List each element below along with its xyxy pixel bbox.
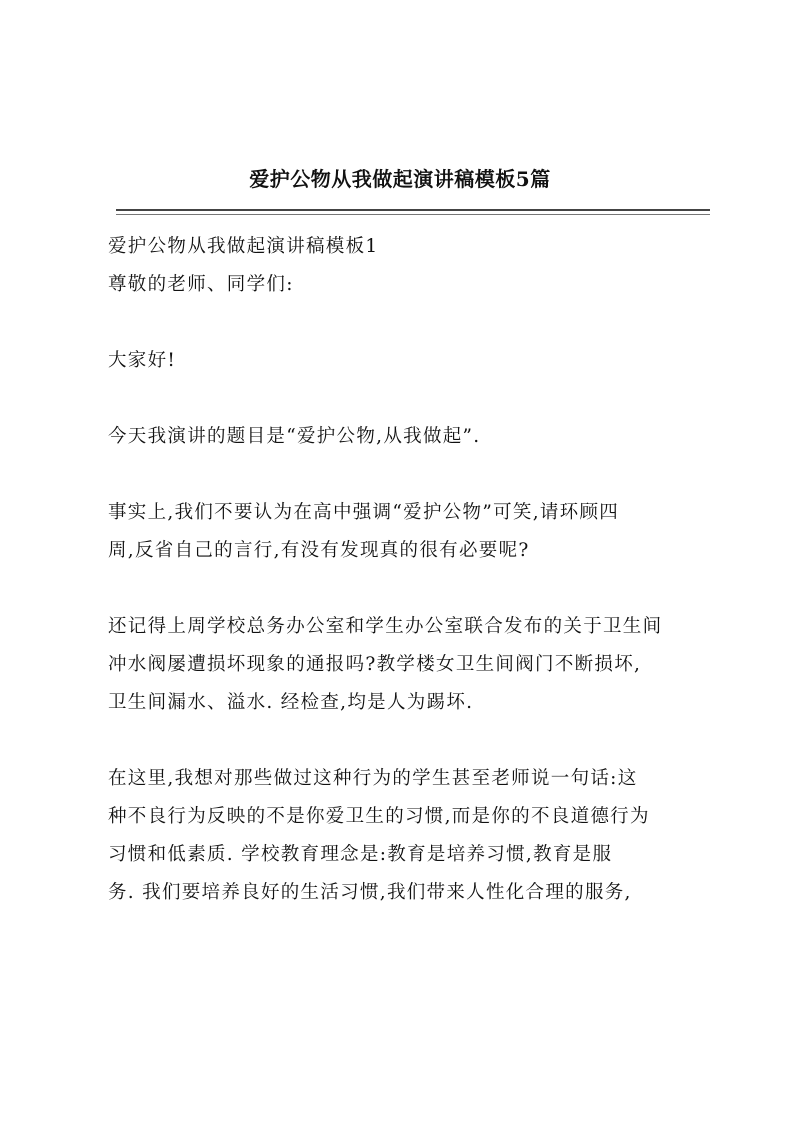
- paragraph-line: 种不良行为反映的不是你爱卫生的习惯,而是你的不良道德行为: [108, 806, 650, 827]
- salutation: 尊敬的老师、同学们:: [108, 274, 294, 295]
- paragraph-line: 周,反省自己的言行,有没有发现真的很有必要呢?: [108, 540, 530, 561]
- paragraph-line: 还记得上周学校总务办公室和学生办公室联合发布的关于卫生间: [108, 616, 663, 637]
- paragraph: [108, 342, 712, 380]
- paragraph-line: 务. 我们要培养良好的生活习惯,我们带来人性化合理的服务,: [108, 882, 632, 903]
- paragraph-line: 在这里,我想对那些做过这种行为的学生甚至老师说一句话:这: [108, 768, 638, 789]
- paragraph-line: 大家好!: [108, 350, 177, 371]
- paragraph: [108, 418, 712, 456]
- paragraph-line: 卫生间漏水、溢水. 经检查,均是人为踢坏.: [108, 692, 474, 713]
- title-divider-thick: [116, 209, 710, 211]
- paragraph-line: 事实上,我们不要认为在高中强调“爱护公物”可笑,请环顾四: [108, 502, 620, 523]
- title-divider-thin: [116, 214, 710, 215]
- paragraph: [108, 494, 712, 570]
- paragraph-line: 习惯和低素质. 学校教育理念是:教育是培养习惯,教育是服: [108, 844, 613, 865]
- document-title: 爱护公物从我做起演讲稿模板5篇: [249, 167, 551, 191]
- paragraph-line: 今天我演讲的题目是“爱护公物,从我做起”.: [108, 426, 481, 447]
- paragraph: [108, 608, 712, 722]
- document-body: [108, 228, 712, 912]
- section-heading: 爱护公物从我做起演讲稿模板1: [108, 236, 379, 257]
- paragraph: [108, 760, 712, 912]
- paragraph-line: 冲水阀屡遭损坏现象的通报吗?教学楼女卫生间阀门不断损坏,: [108, 654, 642, 675]
